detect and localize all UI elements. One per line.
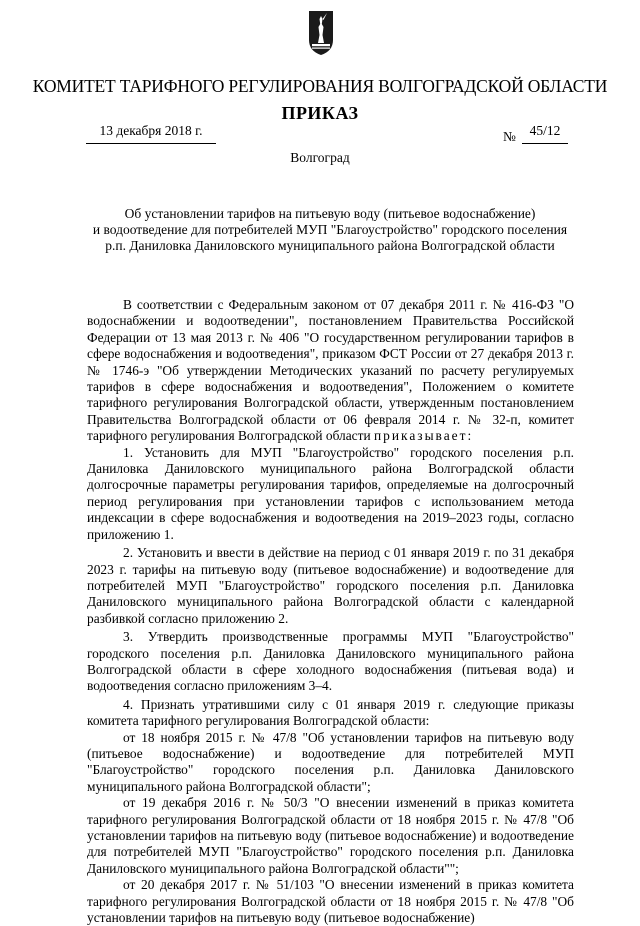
preamble-text: В соответствии с Федеральным законом от 07 декабря 2011 г. № 416-ФЗ "О водоснабжении и водоотведении", постановлением Правительства Российской Федерации от 13 мая 2013 г. № 406 "О государственном регулировании тарифов в сфере водоснабжения и водоотведения", приказом ФСТ России от 27 декабря 2013 г. № 1746-э "Об утверждении Методических указаний по расчету регулируемых тарифов в сфере водоснабжения и водоотведения", Положением о комитете тарифного регулирования Волгоградской области, утвержденным постановлением Правительства Волгоградской области от 06 февраля 2014 г. № 32-п, комитет тарифного регулирования Волгоградской области [87, 297, 574, 444]
committee-name: КОМИТЕТ ТАРИФНОГО РЕГУЛИРОВАНИЯ ВОЛГОГРАДСКОЙ ОБЛАСТИ [32, 76, 608, 96]
preamble-paragraph [87, 297, 574, 445]
coat-of-arms-icon [308, 10, 334, 56]
subject-line: р.п. Даниловка Даниловского муниципального района Волгоградской области [105, 238, 555, 253]
city: Волгоград [290, 150, 350, 165]
item-1: 1. Установить для МУП "Благоустройство" городского поселения р.п. Даниловка Даниловского муниципального района Волгоградской области долгосрочные параметры регулирования тарифов, определяемые на долгосрочный период регулирования при установлении тарифов с использованием метода индексации в сфере водоснабжения и водоотведения на 2019–2023 годы, согласно приложению 1. [87, 444, 574, 542]
item-4-order-2: от 19 декабря 2016 г. № 50/3 "О внесении изменений в приказ комитета тарифного регулирования Волгоградской области от 18 ноября 2015 г. № 47/8 "Об установлении тарифов на питьевую воду (питьевое водоснабжение) и водоотведение для потребителей МУП "Благоустройство" городского поселения р.п. Даниловка Даниловского муниципального района Волгоградской области""; [87, 795, 574, 876]
date-underline [86, 143, 216, 144]
number-sign: № [503, 129, 516, 144]
number-underline [522, 143, 568, 144]
document-type: ПРИКАЗ [281, 103, 359, 123]
item-3: 3. Утвердить производственные программы МУП "Благоустройство" городского поселения р.п. Даниловка Даниловского муниципального района Волгоградской области в сфере холодного водоснабжения (питьевая вода) и водоотведения согласно приложениям 3–4. [87, 629, 574, 694]
order-number: 45/12 [529, 123, 561, 138]
order-body [87, 297, 574, 926]
subject-line: Об установлении тарифов на питьевую воду (питьевое водоснабжение) [124, 206, 536, 221]
item-4: 4. Признать утратившими силу с 01 января 2019 г. следующие приказы комитета тарифного регулирования Волгоградской области: [87, 696, 574, 729]
item-4-order-1: от 18 ноября 2015 г. № 47/8 "Об установлении тарифов на питьевую воду (питьевое водоснабжение) и водоотведение для потребителей МУП "Благоустройство" городского поселения р.п. Даниловка Даниловского муниципального района Волгоградской области"; [87, 729, 574, 794]
subject-line: и водоотведение для потребителей МУП "Благоустройство" городского поселения [92, 222, 568, 237]
order-subject [60, 206, 600, 254]
item-2: 2. Установить и ввести в действие на период с 01 января 2019 г. по 31 декабря 2023 г. тарифы на питьевую воду (питьевое водоснабжение) и водоотведение для потребителей МУП "Благоустройство" городского поселения р.п. Даниловка Даниловского муниципального района Волгоградской области с календарной разбивкой согласно приложению 2. [87, 545, 574, 626]
orders-word: приказывает: [374, 428, 474, 444]
item-4-order-3: от 20 декабря 2017 г. № 51/103 "О внесении изменений в приказ комитета тарифного регулирования Волгоградской области от 18 ноября 2015 г. № 47/8 "Об установлении тарифов на питьевую воду (питьевое водоснабжение) [87, 877, 574, 926]
order-date: 13 декабря 2018 г. [99, 123, 203, 138]
